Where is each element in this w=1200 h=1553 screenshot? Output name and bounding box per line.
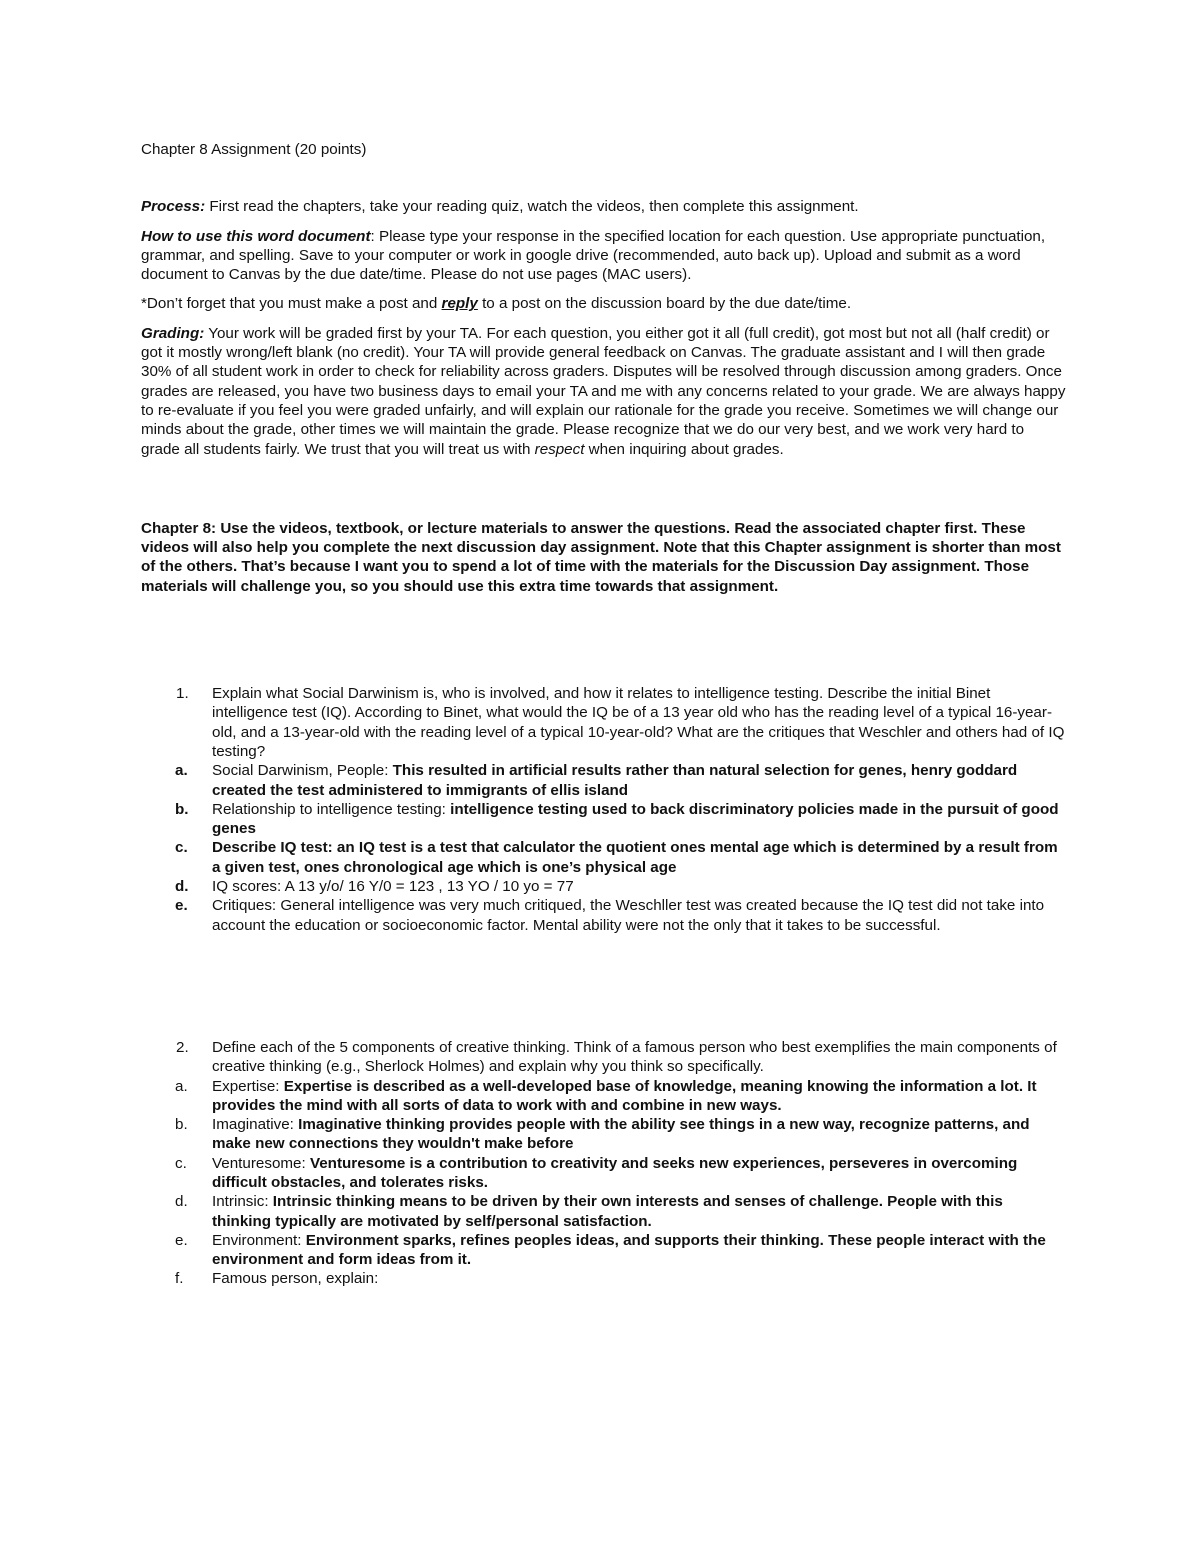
grading-emphasis: respect xyxy=(534,440,585,458)
answer-text: Venturesome is a contribution to creativity and seeks new experiences, perseveres in overcoming difficult obstacles, and tolerates risks. xyxy=(212,1154,1018,1191)
answer-label: Imaginative: xyxy=(212,1116,299,1134)
process-paragraph xyxy=(141,197,1066,216)
answer-letter: e. xyxy=(175,897,188,915)
answer-label: Venturesome: xyxy=(212,1154,310,1172)
answer-letter: a. xyxy=(175,762,188,780)
answer-letter: c. xyxy=(175,839,188,857)
answer-item xyxy=(141,800,1066,839)
process-label: Process: xyxy=(141,198,206,216)
grading-label: Grading: xyxy=(141,324,205,342)
howto-label: How to use this word document xyxy=(141,227,371,245)
answer-text: Expertise is described as a well-developed base of knowledge, meaning knowing the information a lot. It provides the mind with all sorts of data to work with and combine in new ways. xyxy=(212,1077,1037,1114)
answer-letter: b. xyxy=(175,1116,188,1134)
answer-item xyxy=(141,1269,1066,1288)
grading-text: Your work will be graded first by your TA. For each question, you either got it all (full credit), got most but not all (half credit) or got it mostly wrong/left blank (no credit). Your TA will provide general feedback on Canvas. The graduate assistant and I will then grade 30% of all student work in order to check for reliability across graders. Disputes will be resolved through discussion among graders. Once grades are released, you have two business days to email your TA and me with any concerns related to your grade. We are always happy to re-evaluate if you feel you were graded unfairly, and will explain our rationale for the grade you receive. Sometimes we will change our minds about the grade, other times we will maintain the grade. Please recognize that we do our very best, and we work very hard to grade all students fairly. We trust that you will treat us with xyxy=(141,324,1066,458)
answer-item xyxy=(141,1154,1066,1193)
answer-item xyxy=(141,761,1066,800)
answer-text: Imaginative thinking provides people with the ability see things in a new way, recognize patterns, and make new connections they wouldn't make before xyxy=(212,1116,1030,1153)
page-title: Chapter 8 Assignment (20 points) xyxy=(141,141,367,158)
answer-letter: d. xyxy=(175,1193,188,1211)
answer-item xyxy=(141,1192,1066,1231)
answer-letter: e. xyxy=(175,1231,188,1249)
answer-letter: b. xyxy=(175,800,189,818)
answer-text: Environment sparks, refines peoples ideas, and supports their thinking. These people interact with the environment and form ideas from it. xyxy=(212,1231,1046,1269)
chapter-intro: Chapter 8: Use the videos, textbook, or lecture materials to answer the questions. Read the associated chapter first. These videos will also help you complete the next discussion day assignment. Note that this Chapter assignment is shorter than most of the others. That’s because I want you to spend a lot of time with the materials for the Discussion Day assignment. Those materials will challenge you, so you should use this extra time towards that assignment. xyxy=(141,519,1061,595)
answer-label: Relationship to intelligence testing: xyxy=(212,800,451,818)
answer-item xyxy=(141,1231,1066,1270)
reminder-before: *Don’t forget that you must make a post and xyxy=(141,295,442,313)
reminder-emphasis: reply xyxy=(441,295,478,313)
answer-label: Environment: xyxy=(212,1231,306,1249)
question-number: 1. xyxy=(176,685,189,703)
grading-after: when inquiring about grades. xyxy=(584,440,784,458)
answer-label: Describe IQ test: xyxy=(212,839,337,857)
question-number: 2. xyxy=(176,1038,189,1056)
answer-item xyxy=(141,896,1066,935)
answer-letter: d. xyxy=(175,878,189,896)
answer-list xyxy=(141,1077,1066,1289)
answer-label: Famous person, explain: xyxy=(212,1270,379,1288)
answer-item xyxy=(141,1115,1066,1154)
answer-text: Intrinsic thinking means to be driven by their own interests and senses of challenge. People with this thinking typically are motivated by self/personal satisfaction. xyxy=(212,1193,1003,1230)
answer-label: Intrinsic: xyxy=(212,1193,273,1211)
answer-label: Expertise: xyxy=(212,1077,284,1095)
question-text: Define each of the 5 components of creative thinking. Think of a famous person who best exemplifies the main components of creative thinking (e.g., Sherlock Holmes) and explain why you think so specifically. xyxy=(212,1038,1057,1076)
reminder-after: to a post on the discussion board by the due date/time. xyxy=(477,295,852,313)
question-2 xyxy=(141,1038,1066,1289)
grading-paragraph xyxy=(141,324,1066,459)
answer-item xyxy=(141,838,1066,877)
reminder-paragraph xyxy=(141,294,1066,313)
question-1 xyxy=(141,684,1066,935)
question-text: Explain what Social Darwinism is, who is involved, and how it relates to intelligence testing. Describe the initial Binet intelligence test (IQ). According to Binet, what would the IQ be of a 13 year old who has the reading level of a typical 16-year-old, and a 13-year-old with the reading level of a typical 10-year-old? What are the critiques that Weschler and others had of IQ testing? xyxy=(212,685,1065,760)
answer-label: IQ scores: A 13 y/o/ 16 Y/0 = 123 , 13 YO / 10 yo = 77 xyxy=(212,878,574,896)
document-page xyxy=(141,140,1066,1289)
answer-item xyxy=(141,877,1066,896)
answer-letter: f. xyxy=(175,1270,184,1288)
answer-letter: a. xyxy=(175,1077,188,1095)
answer-label: Social Darwinism, People: xyxy=(212,762,393,780)
answer-text: intelligence testing used to back discriminatory policies made in the pursuit of good genes xyxy=(212,800,1059,838)
answer-text: This resulted in artificial results rather than natural selection for genes, henry goddard created the test administered to immigrants of ellis island xyxy=(212,762,1018,799)
answer-item xyxy=(141,1077,1066,1116)
answer-label: Critiques: General intelligence was very much critiqued, the Weschller test was created because the IQ test did not take into account the education or socioeconomic factor. Mental ability were not the only that it takes to be successful. xyxy=(212,897,1045,934)
howto-paragraph xyxy=(141,227,1066,285)
answer-letter: c. xyxy=(175,1154,187,1172)
howto-text: : Please type your response in the specified location for each question. Use appropriate punctuation, grammar, and spelling. Save to your computer or work in google drive (recommended, auto back up). Upload and submit as a word document to Canvas by the due date/time. Please do not use pages (MAC users). xyxy=(141,227,1046,284)
answer-text: an IQ test is a test that calculator the quotient ones mental age which is determined by a result from a given test, ones chronological age which is one’s physical age xyxy=(212,839,1058,876)
answer-list xyxy=(141,761,1066,935)
process-text: First read the chapters, take your reading quiz, watch the videos, then complete this assignment. xyxy=(205,198,859,216)
